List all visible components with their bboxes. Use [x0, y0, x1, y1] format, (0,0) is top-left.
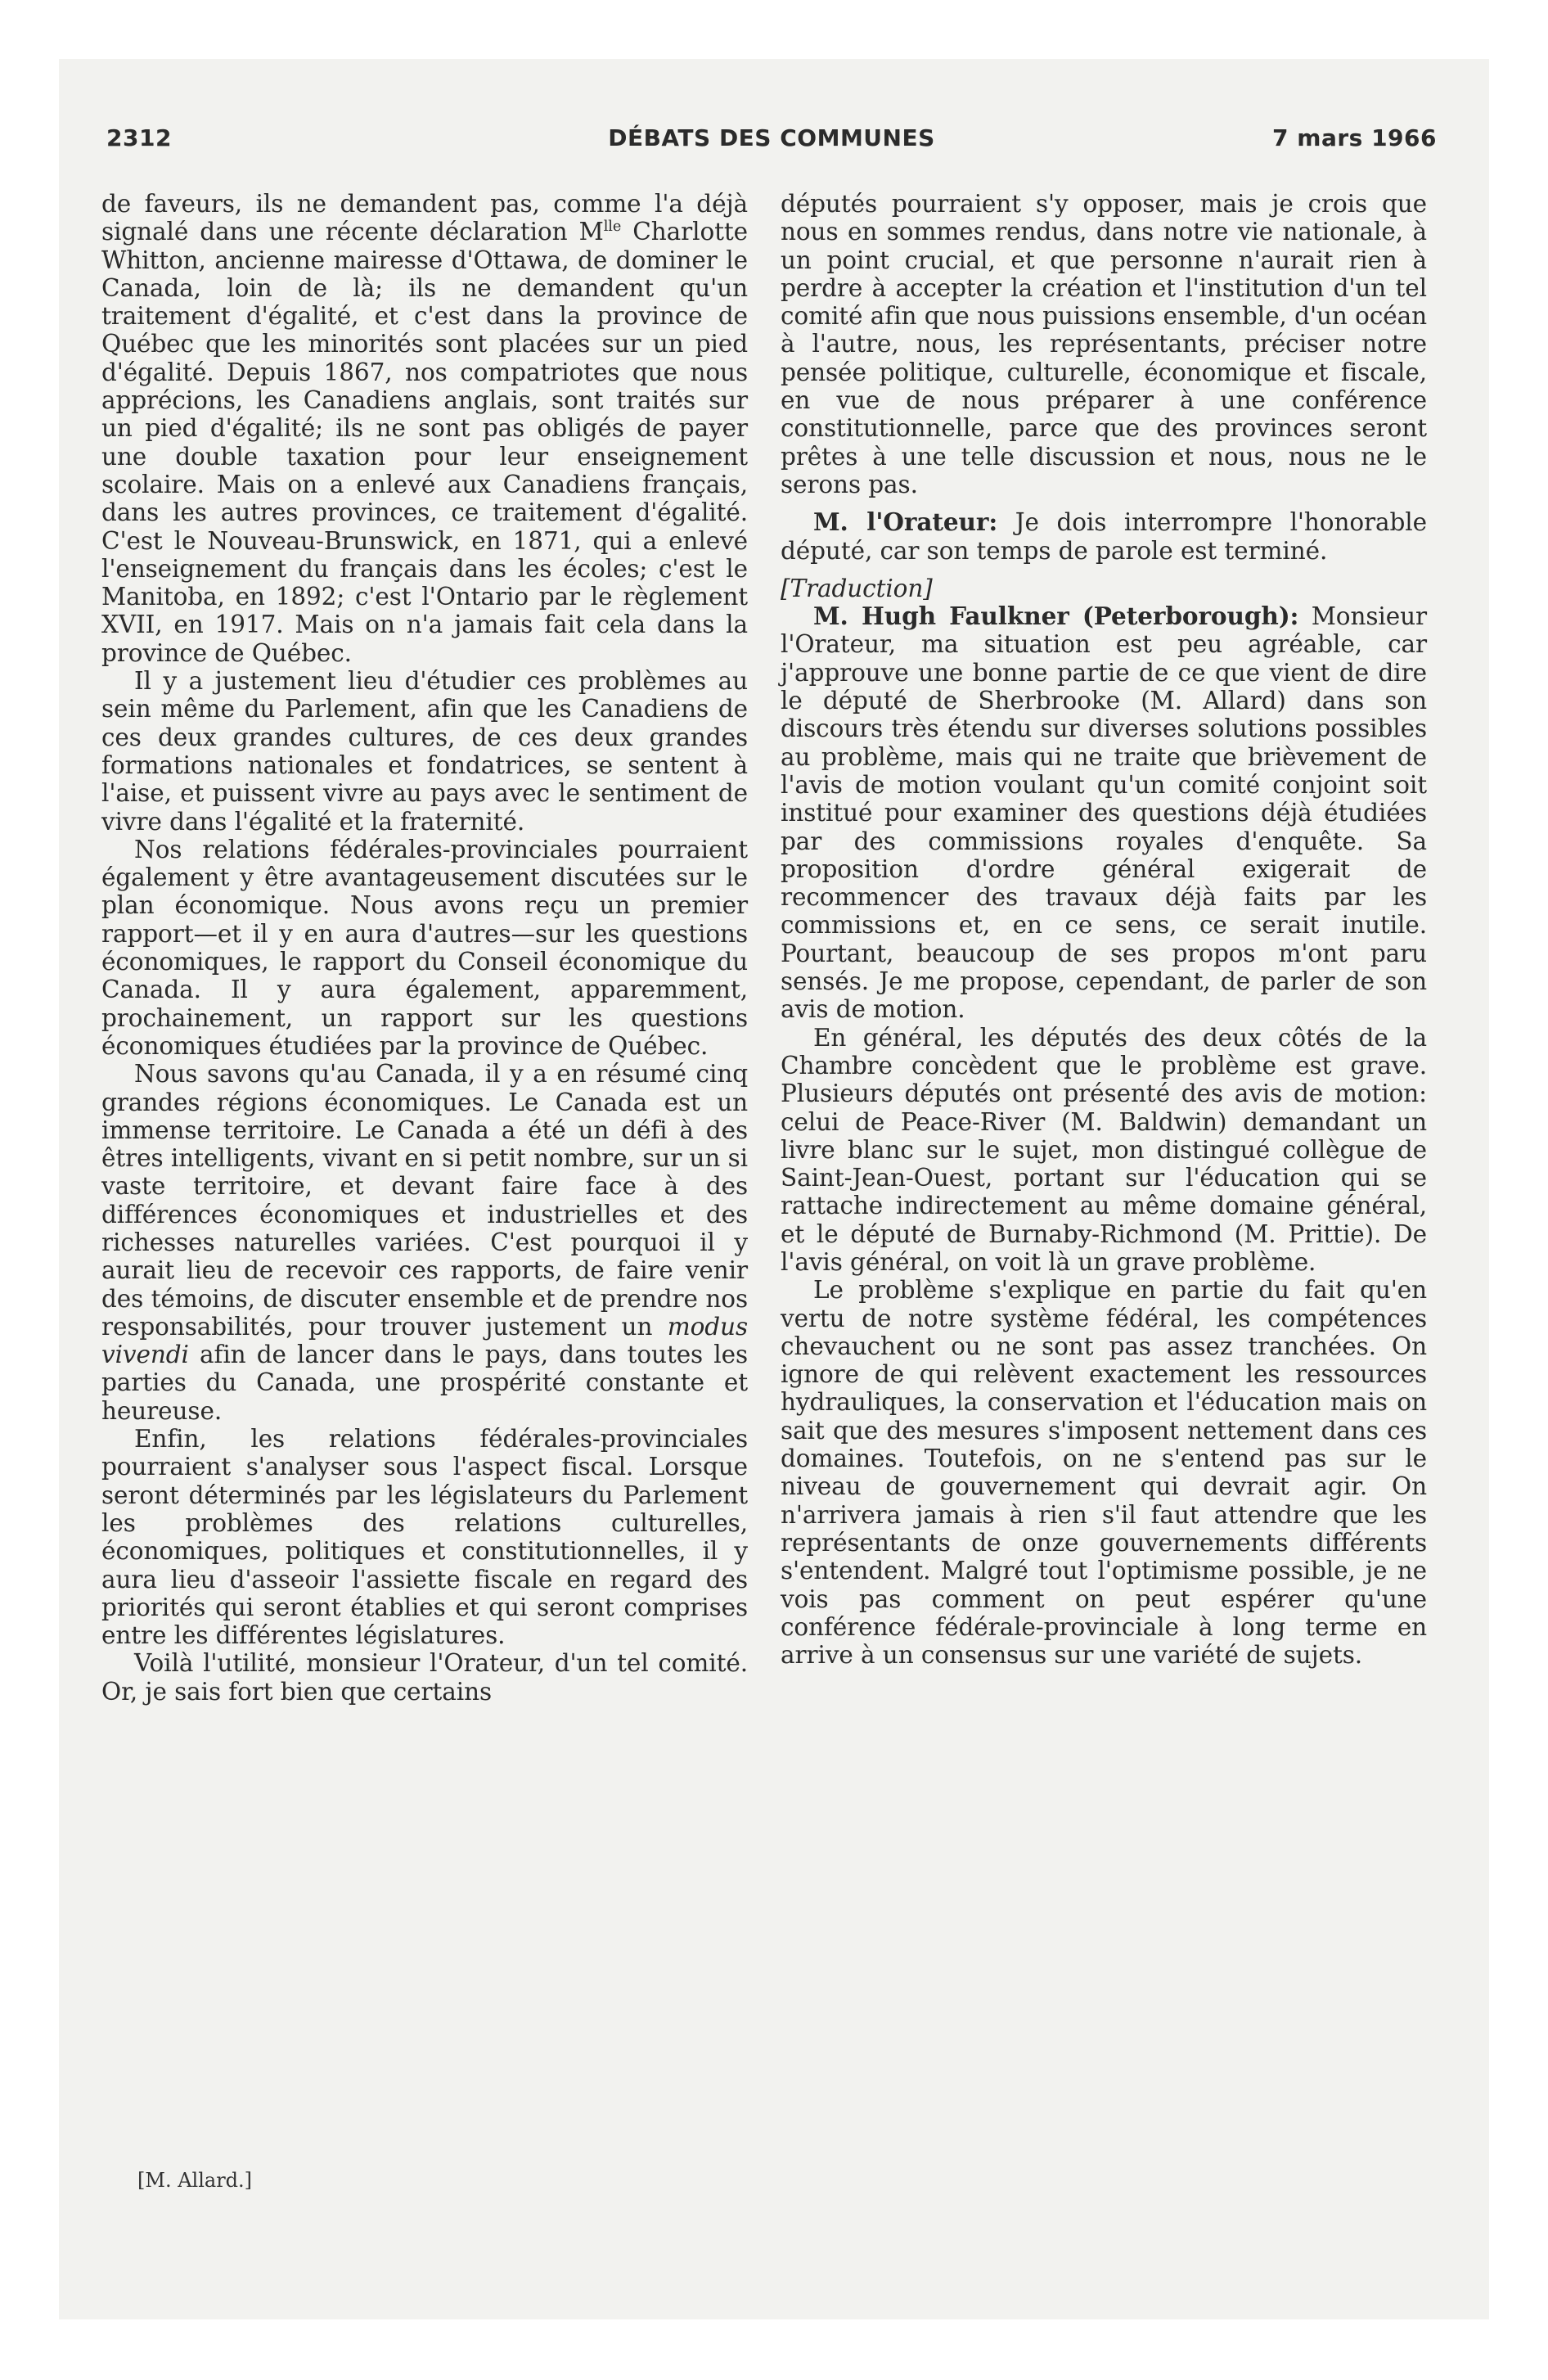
- paragraph: Nos relations fédérales-provinciales pourraient également y être avantageusement discutées sur le plan économique. Nous avons reçu un premier rapport—et il y en aura d'autres—sur les questions économiques, le rapport du Conseil économique du Canada. Il y aura également, apparemment, prochainement, un rapport sur les questions économiques étudiées par la province de Québec.: [101, 835, 748, 1060]
- page-date: 7 mars 1966: [1272, 124, 1437, 151]
- speaker-paragraph: M. l'Orateur: Je dois interrompre l'honorable député, car son temps de parole est terminé.: [781, 507, 1427, 565]
- page-number: 2312: [106, 124, 172, 151]
- paragraph: de faveurs, ils ne demandent pas, comme l'a déjà signalé dans une récente déclaration $M^{lle}$ Charlotte Whitton, ancienne mairesse d'Ottawa, de dominer le Canada, loin de là; ils ne demandent qu'un traitement d'égalité, et c'est dans la province de Québec que les minorités sont placées sur un pied d'égalité. Depuis 1867, nos compatriotes que nous apprécions, les Canadiens anglais, sont traités sur un pied d'égalité; ils ne sont pas obligés de payer une double taxation pour leur enseignement scolaire. Mais on a enlevé aux Canadiens français, dans les autres provinces, ce traitement d'égalité. C'est le Nouveau-Brunswick, en 1871, qui a enlevé l'enseignement du français dans les écoles; c'est le Manitoba, en 1892; c'est l'Ontario par le règlement XVII, en 1917. Mais on n'a jamais fait cela dans la province de Québec.: [101, 190, 748, 667]
- right-column: [781, 190, 1427, 1669]
- speaker-name: M. Hugh Faulkner (Peterborough):: [813, 602, 1299, 631]
- speaker-name: M. l'Orateur:: [813, 507, 998, 537]
- speaker-paragraph: M. Hugh Faulkner (Peterborough): Monsieur l'Orateur, ma situation est peu agréable, car j'approuve une bonne partie de ce que vient de dire le député de Sherbrooke (M. Allard) dans son discours très étendu sur diverses solutions possibles au problème, mais qui ne traite que brièvement de l'avis de motion voulant qu'un comité conjoint soit institué pour examiner des questions déjà étudiées par des commissions royales d'enquête. Sa proposition d'ordre général exigerait de recommencer des travaux déjà faits par les commissions et, en ce sens, ce serait inutile. Pourtant, beaucoup de ses propos m'ont paru sensés. Je me propose, cependant, de parler de son avis de motion.: [781, 602, 1427, 1024]
- paragraph: Il y a justement lieu d'étudier ces problèmes au sein même du Parlement, afin que les Canadiens de ces deux grandes cultures, de ces deux grandes formations nationales et fondatrices, se sentent à l'aise, et puissent vivre au pays avec le sentiment de vivre dans l'égalité et la fraternité.: [101, 667, 748, 836]
- page-header: [106, 124, 1437, 157]
- translation-label: [Traduction]: [781, 574, 933, 602]
- left-column: [101, 190, 748, 1706]
- paragraph: Voilà l'utilité, monsieur l'Orateur, d'un tel comité. Or, je sais fort bien que certains: [101, 1649, 748, 1706]
- paragraph: députés pourraient s'y opposer, mais je crois que nous en sommes rendus, dans notre vie nationale, à un point crucial, et que personne n'aurait rien à perdre à accepter la création et l'institution d'un tel comité afin que nous puissions ensemble, d'un océan à l'autre, nous, les représentants, préciser notre pensée politique, culturelle, économique et fiscale, en vue de nous préparer à une conférence constitutionnelle, parce que des provinces seront prêtes à une telle discussion et nous, nous ne le serons pas.: [781, 190, 1427, 498]
- page-title: DÉBATS DES COMMUNES: [608, 124, 935, 151]
- paragraph: Nous savons qu'au Canada, il y a en résumé cinq grandes régions économiques. Le Canada est un immense territoire. Le Canada a été un défi à des êtres intelligents, vivant en si petit nombre, sur un si vaste territoire, et devant faire face à des différences économiques et industrielles et des richesses naturelles variées. C'est pourquoi il y aurait lieu de recevoir ces rapports, de faire venir des témoins, de discuter ensemble et de prendre nos responsabilités, pour trouver justement un modus vivendi afin de lancer dans le pays, dans toutes les parties du Canada, une prospérité constante et heureuse.: [101, 1060, 748, 1425]
- paragraph: Enfin, les relations fédérales-provinciales pourraient s'analyser sous l'aspect fiscal. Lorsque seront déterminés par les législateurs du Parlement les problèmes des relations culturelles, économiques, politiques et constitutionnelles, il y aura lieu d'asseoir l'assiette fiscale en regard des priorités qui seront établies et qui seront comprises entre les différentes législatures.: [101, 1425, 748, 1650]
- paragraph: En général, les députés des deux côtés de la Chambre concèdent que le problème est grave. Plusieurs députés ont présenté des avis de motion: celui de Peace-River (M. Baldwin) demandant un livre blanc sur le sujet, mon distingué collègue de Saint-Jean-Ouest, portant sur l'éducation qui se rattache indirectement au même domaine général, et le député de Burnaby-Richmond (M. Prittie). De l'avis général, on voit là un grave problème.: [781, 1023, 1427, 1276]
- paragraph: Le problème s'explique en partie du fait qu'en vertu de notre système fédéral, les compétences chevauchent ou ne sont pas assez tranchées. On ignore de qui relèvent exactement les ressources hydrauliques, la conservation et l'éducation mais on sait que des mesures s'imposent nettement dans ces domaines. Toutefois, on ne s'entend pas sur le niveau de gouvernement qui devrait agir. On n'arrivera jamais à rien s'il faut attendre que les représentants de onze gouvernements différents s'entendent. Malgré tout l'optimisme possible, je ne vois pas comment on peut espérer qu'une conférence fédérale-provinciale à long terme en arrive à un consensus sur une variété de sujets.: [781, 1276, 1427, 1670]
- speaker-credit: [M. Allard.]: [137, 2169, 253, 2192]
